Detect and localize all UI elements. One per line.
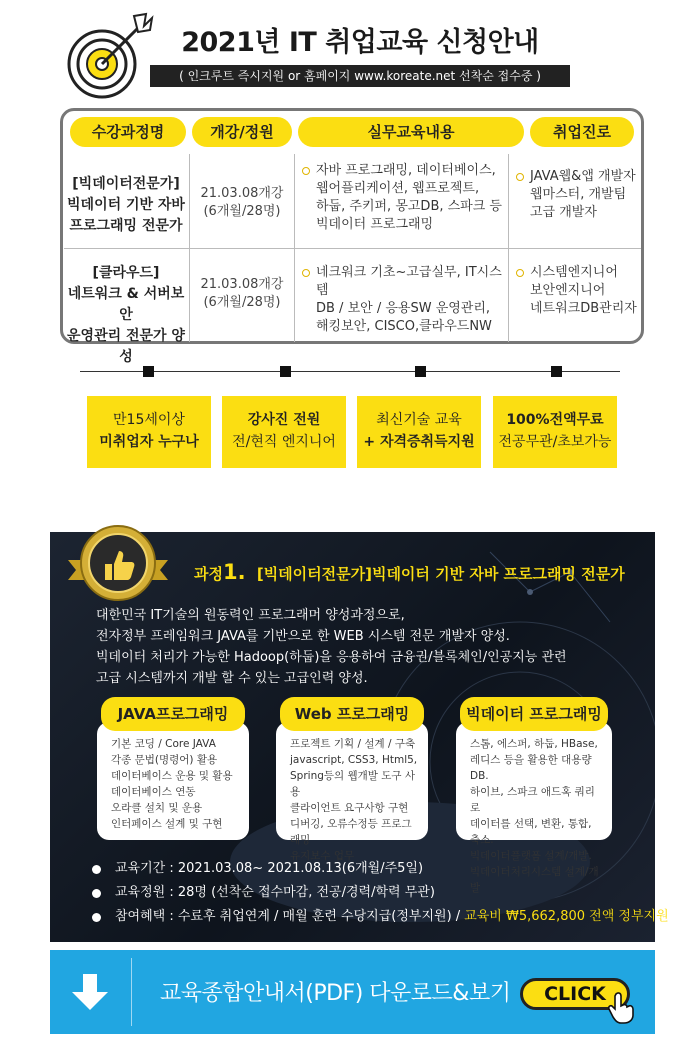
table-header-start: 개강/정원 (192, 117, 292, 147)
course-content: 네크워크 기초~고급실무, IT시스템 DB / 보안 / 응용SW 운영관리, 해킹보안, CISCO,클라우드NW (302, 264, 508, 336)
target-icon (64, 12, 156, 104)
download-guide-link[interactable]: 교육종합안내서(PDF) 다운로드&보기 (160, 981, 511, 1006)
course-content: 자바 프로그래밍, 데이터베이스, 웹어플리케이션, 웹프로젝트, 하둡, 주키퍼, 몽고DB, 스파크 등 빅데이터 프로그래밍 (302, 162, 508, 234)
timeline-dot (415, 366, 426, 377)
timeline-dot (280, 366, 291, 377)
hand-pointer-icon (608, 990, 638, 1024)
table-row-divider (64, 248, 641, 249)
program-description: 대한민국 IT기술의 원동력인 프로그래머 양성과정으로, 전자정부 프레임워크 JAVA를 기반으로 한 WEB 시스템 전문 개발자 양성. 빅데이터 처리가 가능한 Hadoop(하둡)을 응용하여 금융권/블록체인/인공지능 관련 고급 시스템까지 개발 할 수 있는 고급인력 양성. (96, 608, 567, 686)
thumbs-up-medal-icon (58, 520, 178, 606)
feature-instructors: 강사진 전원 전/현직 엔지니어 (222, 396, 346, 468)
page-title: 2021년 IT 취업교육 신청안내 (181, 27, 539, 58)
feature-eligibility: 만15세이상 미취업자 누구나 (87, 396, 211, 468)
course-name: [빅데이터전문가] 빅데이터 기반 자바 프로그래밍 전문가 (67, 176, 185, 234)
apply-info-bar: ( 인크루트 즉시지원 or 홈페이지 www.koreate.net 선착순 접수중 ) (150, 65, 570, 87)
course-career: JAVA웹&앱 개발자 웹마스터, 개발팀 고급 개발자 (516, 168, 640, 222)
bullet-icon (92, 865, 101, 874)
bullet-icon (516, 173, 524, 181)
table-header-content: 실무교육내용 (298, 117, 524, 147)
course-career: 시스템엔지니어 보안엔지니어 네트워크DB관리자 (516, 264, 640, 318)
table-header-career: 취업진로 (530, 117, 634, 147)
bullet-icon (302, 269, 310, 277)
course-start: 21.03.08개강 (6개월/28명) (200, 277, 284, 310)
card-web-body: 프로젝트 기획 / 설계 / 구축 javascript, CSS3, Html5, Spring등의 웹개발 도구 사용 클라이언트 요구사항 구현 디버깅, 오류수정등 프로그래밍 유지보수 업무 (276, 722, 428, 840)
bullet-icon (302, 167, 310, 175)
course-name: [클라우드] 네트워크 & 서버보안 운영관리 전문가 양성 (67, 265, 185, 365)
timeline-line (80, 371, 620, 372)
card-bigdata-body: 스톰, 에스퍼, 하둡, HBase, 레디스 등을 활용한 대용량 DB. 하이브, 스파크 애드혹 쿼리로 데이터를 선택, 변환, 통합, 축소. 빅데이터플랫폼 설계/개발. 빅데이터처리시스템 설계/개발 (456, 722, 612, 840)
bullet-icon (516, 269, 524, 277)
card-bigdata-title: 빅데이터 프로그래밍 (460, 697, 608, 731)
course-start: 21.03.08개강 (6개월/28명) (200, 186, 284, 219)
bullet-icon (92, 889, 101, 898)
feature-technology: 최신기술 교육 + 자격증취득지원 (357, 396, 481, 468)
timeline-dot (551, 366, 562, 377)
bullet-icon (92, 913, 101, 922)
program-info: 교육기간 : 2021.03.08~ 2021.08.13(6개월/주5일) 교육정원 : 28명 (선착순 접수마감, 전공/경력/학력 무관) 참여혜택 : 수료후 취업연계 / 매월 훈련 수당지급(정부지원) / 교육비 ₩5,662,800 전액 정부지원 (92, 857, 669, 929)
timeline-dot (143, 366, 154, 377)
table-header-course: 수강과정명 (70, 117, 186, 147)
feature-free: 100%전액무료 전공무관/초보가능 (493, 396, 617, 468)
download-arrow-icon (68, 970, 112, 1014)
click-button[interactable]: CLICK (520, 978, 630, 1010)
download-divider (131, 958, 132, 1026)
card-web-title: Web 프로그래밍 (280, 697, 424, 731)
card-java-body: 기본 코딩 / Core JAVA 각종 문법(명령어) 활용 데이터베이스 운용 및 활용 데이터베이스 연동 오라클 설치 및 운용 인터페이스 설계 및 구현 (97, 722, 249, 840)
program-title: 과정1. [빅데이터전문가]빅데이터 기반 자바 프로그래밍 전문가 (194, 560, 625, 584)
card-java-title: JAVA프로그래밍 (101, 697, 245, 731)
